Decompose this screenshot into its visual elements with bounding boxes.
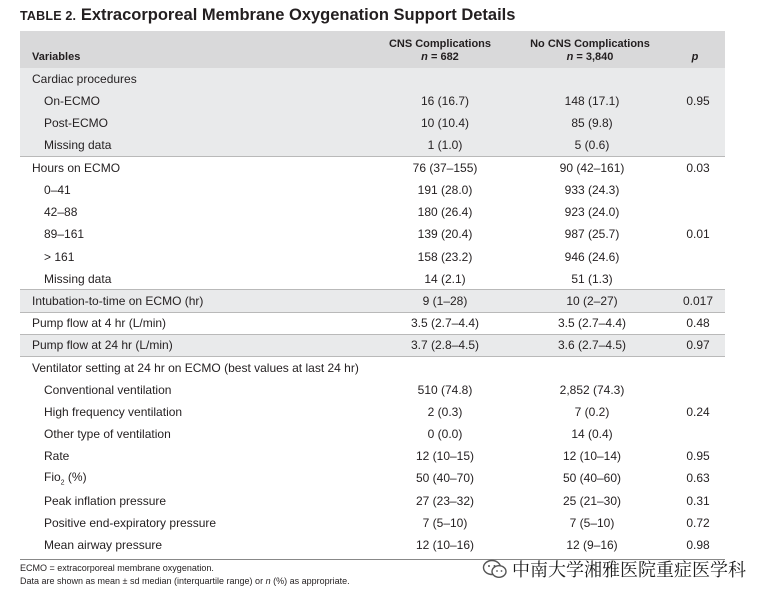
row-label-text: Rate <box>44 449 70 464</box>
cell-cns-value: 180 (26.4) <box>417 205 473 220</box>
watermark-text: 中南大学湘雅医院重症医学科 <box>512 560 746 581</box>
table-row <box>20 201 725 223</box>
row-label-text: Positive end-expiratory pressure <box>44 515 217 530</box>
header-cns-title: CNS Complications <box>388 38 492 50</box>
row-label <box>20 135 365 157</box>
cell-no-cns-value: 14 (0.4) <box>571 427 613 442</box>
row-label <box>20 179 365 201</box>
table-row <box>20 135 725 157</box>
row-label-text: 42–88 <box>44 205 78 220</box>
cell-no-cns-value: 987 (25.7) <box>564 227 620 242</box>
header-cns-n-label: n <box>421 51 428 63</box>
cell-no-cns-value: 2,852 (74.3) <box>559 382 625 397</box>
footnote-text-a: Data are shown as mean ± sd median (interquartile range) or <box>20 576 266 586</box>
cell-no-cns-value: 25 (21–30) <box>562 493 622 508</box>
cell-p-value: 0.03 <box>665 157 725 179</box>
cell-cns-value: 50 (40–70) <box>415 471 475 486</box>
table-row <box>20 467 725 489</box>
row-label <box>20 512 365 534</box>
row-label <box>20 423 365 445</box>
table-row <box>20 356 725 378</box>
cell-cns-value: 139 (20.4) <box>417 227 473 242</box>
cell-p-value: 0.31 <box>686 493 710 508</box>
cell-p-value: 0.95 <box>686 449 710 464</box>
row-label <box>20 356 365 378</box>
cell-cns-value: 7 (5–10) <box>422 515 468 530</box>
header-cns-complications <box>365 31 515 68</box>
row-label <box>20 534 365 556</box>
header-no-cns-title: No CNS Complications <box>530 38 650 50</box>
table-row <box>20 68 725 90</box>
cell-cns-value: 9 (1–28) <box>365 290 515 312</box>
table-row <box>20 157 725 179</box>
row-label <box>20 490 365 512</box>
cell-no-cns-value: 10 (2–27) <box>515 290 665 312</box>
row-label-text: 89–161 <box>44 227 85 242</box>
table-row <box>20 90 725 112</box>
row-label-suffix: (%) <box>64 470 87 485</box>
row-label-text: Missing data <box>44 271 112 286</box>
table-row <box>20 312 725 334</box>
watermark <box>482 556 746 582</box>
row-label <box>20 157 365 179</box>
cell-no-cns-value: 933 (24.3) <box>564 183 620 198</box>
table-body <box>20 68 725 556</box>
row-label <box>20 90 365 112</box>
table-row <box>20 534 725 556</box>
cell-cns-value: 510 (74.8) <box>417 382 473 397</box>
cell-p-value: 0.72 <box>686 515 710 530</box>
table-row <box>20 401 725 423</box>
cell-no-cns-value: 85 (9.8) <box>515 112 665 134</box>
cell-cns-value: 2 (0.3) <box>427 404 463 419</box>
cell-no-cns-value: 5 (0.6) <box>515 135 665 157</box>
header-no-cns-complications <box>515 31 665 68</box>
cell-no-cns-value <box>515 68 665 90</box>
row-label <box>20 246 365 268</box>
row-label <box>20 334 365 356</box>
cell-p-value: 0.63 <box>686 471 710 486</box>
cell-p-value <box>665 268 725 290</box>
table-row <box>20 223 725 245</box>
cell-cns-value: 0 (0.0) <box>427 427 463 442</box>
cell-no-cns-value: 3.6 (2.7–4.5) <box>515 334 665 356</box>
cell-no-cns-value: 51 (1.3) <box>571 271 613 286</box>
row-label-text: Peak inflation pressure <box>44 493 167 508</box>
footnote-n: n <box>265 576 271 586</box>
cell-cns-value <box>365 68 515 90</box>
cell-cns-value: 3.7 (2.8–4.5) <box>365 334 515 356</box>
header-no-cns-n-label: n <box>566 51 574 63</box>
cell-p-value <box>665 356 725 378</box>
cell-p-value: 0.95 <box>665 90 725 112</box>
cell-cns-value: 10 (10.4) <box>365 112 515 134</box>
row-label-text: Pump flow at 4 hr (L/min) <box>32 316 167 331</box>
header-p-value: p <box>665 31 725 68</box>
row-label-text: Other type of ventilation <box>44 427 171 442</box>
cell-p-value <box>665 179 725 201</box>
header-cns-n-value: = 682 <box>430 51 459 63</box>
cell-p-value <box>665 379 725 401</box>
row-label <box>20 312 365 334</box>
row-label-subscript: 2 <box>60 479 65 487</box>
header-variables: Variables <box>20 31 365 68</box>
cell-no-cns-value <box>515 356 665 378</box>
cell-p-value <box>665 201 725 223</box>
cell-p-value: 0.98 <box>686 538 710 553</box>
row-label-text: Mean airway pressure <box>44 538 163 553</box>
row-label <box>20 290 365 312</box>
footnote-text-b: (%) as appropriate. <box>270 576 350 586</box>
row-label-text: Post-ECMO <box>44 116 109 131</box>
table-label: TABLE 2. <box>20 9 77 23</box>
cell-p-value <box>665 246 725 268</box>
wechat-icon <box>482 559 508 579</box>
cell-no-cns-value: 7 (0.2) <box>574 404 610 419</box>
row-label <box>20 112 365 134</box>
row-label-text: Intubation-to-time on ECMO (hr) <box>32 293 204 308</box>
footnote-data-format <box>20 576 350 586</box>
row-label <box>20 68 365 90</box>
row-label-text: > 161 <box>44 249 75 264</box>
cell-p-value: 0.01 <box>686 227 710 242</box>
header-no-cns-n-value: = 3,840 <box>576 51 614 63</box>
cell-p-value <box>665 423 725 445</box>
table-row <box>20 423 725 445</box>
row-label <box>20 201 365 223</box>
table-title-text: Extracorporeal Membrane Oxygenation Support Details <box>80 6 516 24</box>
row-label-text: Cardiac procedures <box>32 72 137 87</box>
row-label <box>20 268 365 290</box>
table-row <box>20 445 725 467</box>
cell-no-cns-value: 50 (40–60) <box>562 471 622 486</box>
cell-cns-value: 27 (23–32) <box>415 493 475 508</box>
table-row <box>20 179 725 201</box>
row-label-text: Hours on ECMO <box>32 161 121 176</box>
row-label <box>20 445 365 467</box>
cell-p-value: 0.017 <box>665 290 725 312</box>
data-table <box>20 31 725 556</box>
cell-p-value <box>665 112 725 134</box>
row-label-text: Ventilator setting at 24 hr on ECMO (best values at last 24 hr) <box>32 360 359 375</box>
row-label-text: Pump flow at 24 hr (L/min) <box>32 338 173 353</box>
row-label-text: High frequency ventilation <box>44 404 183 419</box>
cell-p-value <box>665 135 725 157</box>
cell-no-cns-value: 12 (9–16) <box>566 538 618 553</box>
row-label-text: Fio <box>44 470 61 485</box>
cell-no-cns-value: 3.5 (2.7–4.4) <box>515 312 665 334</box>
footnote-abbreviation: ECMO = extracorporeal membrane oxygenation. <box>20 563 214 573</box>
table-title <box>20 6 515 25</box>
cell-cns-value: 12 (10–15) <box>415 449 475 464</box>
table-row <box>20 379 725 401</box>
table-header-row <box>20 31 725 68</box>
table-row <box>20 268 725 290</box>
cell-no-cns-value: 12 (10–14) <box>562 449 622 464</box>
cell-cns-value: 1 (1.0) <box>365 135 515 157</box>
row-label <box>20 379 365 401</box>
row-label-text: On-ECMO <box>44 94 101 109</box>
cell-cns-value: 16 (16.7) <box>365 90 515 112</box>
table-row <box>20 512 725 534</box>
cell-cns-value: 3.5 (2.7–4.4) <box>365 312 515 334</box>
cell-p-value: 0.24 <box>686 404 710 419</box>
cell-no-cns-value: 90 (42–161) <box>515 157 665 179</box>
row-label <box>20 401 365 423</box>
cell-no-cns-value: 946 (24.6) <box>564 249 620 264</box>
cell-cns-value: 76 (37–155) <box>365 157 515 179</box>
table-row <box>20 490 725 512</box>
row-label-text: Missing data <box>44 138 112 153</box>
row-label <box>20 223 365 245</box>
cell-cns-value <box>365 356 515 378</box>
table-row <box>20 290 725 312</box>
table-row <box>20 334 725 356</box>
cell-p-value <box>665 68 725 90</box>
cell-cns-value: 191 (28.0) <box>417 183 473 198</box>
cell-cns-value: 14 (2.1) <box>424 271 466 286</box>
cell-no-cns-value: 148 (17.1) <box>515 90 665 112</box>
cell-p-value: 0.97 <box>665 334 725 356</box>
table-row <box>20 112 725 134</box>
cell-cns-value: 12 (10–16) <box>415 538 475 553</box>
cell-cns-value: 158 (23.2) <box>417 249 473 264</box>
row-label <box>20 467 365 489</box>
cell-no-cns-value: 923 (24.0) <box>564 205 620 220</box>
table-row <box>20 246 725 268</box>
row-label-text: 0–41 <box>44 183 71 198</box>
cell-no-cns-value: 7 (5–10) <box>569 515 615 530</box>
cell-p-value: 0.48 <box>665 312 725 334</box>
row-label-text: Conventional ventilation <box>44 382 172 397</box>
